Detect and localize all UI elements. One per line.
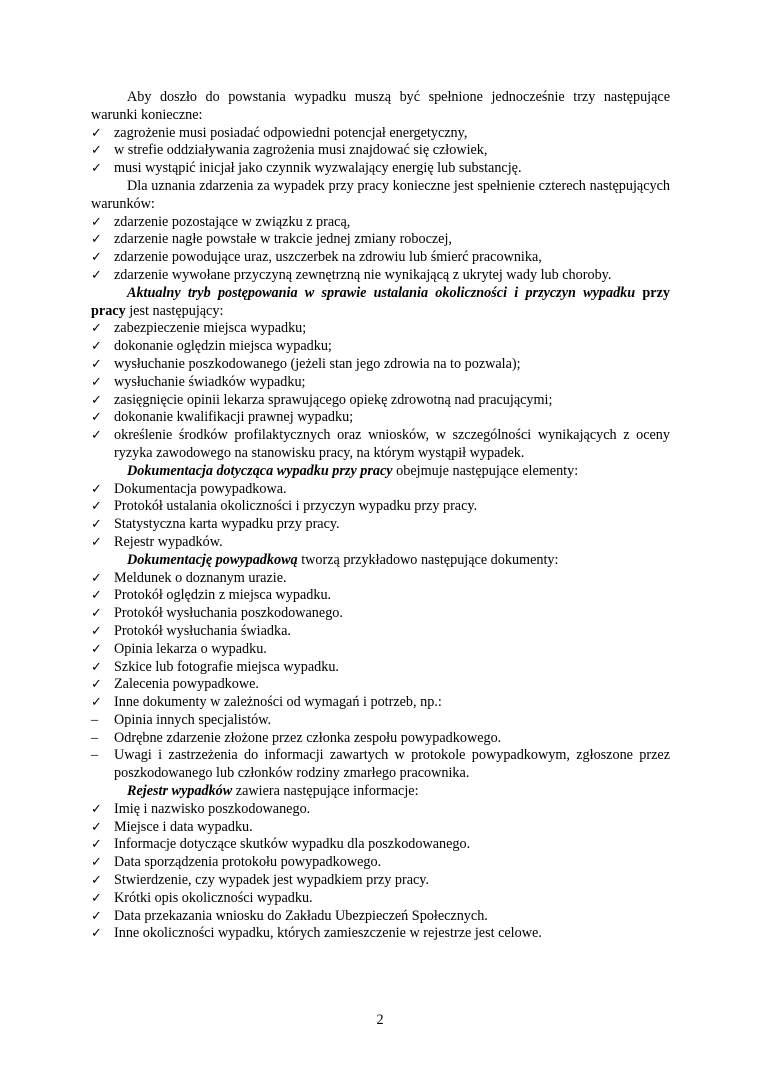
list-item: ✓ Inne okoliczności wypadku, których zamieszczenie w rejestrze jest celowe. (91, 925, 542, 942)
list-item: ✓ musi wystąpić inicjał jako czynnik wyzwalający energię lub substancję. (91, 160, 522, 177)
uznanie-paragraph: Dla uznania zdarzenia za wypadek przy pracy konieczne jest spełnienie czterech następujących warunków: (91, 177, 670, 212)
list-item: ✓ Protokół wysłuchania świadka. (91, 622, 291, 639)
checkmark-icon: ✓ (91, 837, 102, 853)
checkmark-icon: ✓ (91, 267, 102, 283)
dokumentacja-heading: Dokumentacja dotycząca wypadku przy pracy (127, 462, 393, 479)
checkmark-icon: ✓ (91, 819, 102, 835)
list-item: ✓ Informacje dotyczące skutków wypadku dla poszkodowanego. (91, 836, 471, 853)
rejestr-heading: Rejestr wypadków (127, 783, 233, 800)
list-item: ✓ zagrożenie musi posiadać odpowiedni potencjał energetyczny, (91, 124, 468, 141)
list-item: ✓ Imię i nazwisko poszkodowanego. (91, 800, 311, 817)
checkmark-icon: ✓ (91, 659, 102, 675)
checkmark-icon: ✓ (91, 214, 102, 230)
tryb-tail: jest następujący: (125, 302, 224, 319)
list-item: ✓ zdarzenie wywołane przyczyną zewnętrzną nie wynikającą z ukrytej wady lub choroby. (91, 266, 612, 283)
checkmark-icon: ✓ (91, 677, 102, 693)
dokumentacja-tail: obejmuje następujące elementy: (392, 462, 579, 479)
list-subitem: – Opinia innych specjalistów. (91, 711, 272, 728)
checkmark-icon: ✓ (91, 392, 102, 408)
list-item: ✓ wysłuchanie świadków wypadku; (91, 373, 306, 390)
list-item: ✓ Szkice lub fotografie miejsca wypadku. (91, 658, 339, 675)
checkmark-icon: ✓ (91, 570, 102, 586)
checkmark-icon: ✓ (91, 606, 102, 622)
dash-icon: – (91, 747, 99, 764)
list-item: ✓ w strefie oddziaływania zagrożenia musi znajdować się człowiek, (91, 142, 488, 159)
list-item: ✓ Protokół ustalania okoliczności i przyczyn wypadku przy pracy. (91, 498, 478, 515)
checkmark-icon: ✓ (91, 926, 102, 942)
list-item: ✓ wysłuchanie poszkodowanego (jeżeli stan jego zdrowia na to pozwala); (91, 355, 521, 372)
list-item: ✓ zdarzenie powodujące uraz, uszczerbek na zdrowiu lub śmierć pracownika, (91, 249, 542, 266)
document-body (91, 89, 670, 943)
rejestr-tail: zawiera następujące informacje: (232, 783, 419, 800)
list-item: ✓ Dokumentacja powypadkowa. (91, 480, 287, 497)
page-number: 2 (376, 1012, 384, 1028)
powypadkowa-paragraph (91, 552, 670, 570)
list-item: ✓ Stwierdzenie, czy wypadek jest wypadkiem przy pracy. (91, 872, 430, 889)
list-item: ✓ Inne dokumenty w zależności od wymagań i potrzeb, np.: (91, 694, 442, 711)
tryb-heading-bold: przy pracy (91, 284, 671, 319)
checkmark-icon: ✓ (91, 410, 102, 426)
checkmark-icon: ✓ (91, 356, 102, 372)
list-item: ✓ Data sporządzenia protokołu powypadkowego. (91, 854, 382, 871)
list-item: ✓ Miejsce i data wypadku. (91, 818, 253, 835)
checkmark-icon: ✓ (91, 534, 102, 550)
checkmark-icon: ✓ (91, 125, 102, 141)
list-item: ✓ Rejestr wypadków. (91, 533, 223, 550)
checkmark-icon: ✓ (91, 641, 102, 657)
list-item: ✓ Statystyczna karta wypadku przy pracy. (91, 516, 340, 533)
list-item: ✓ zdarzenie pozostające w związku z pracą, (91, 213, 351, 230)
dokumentacja-paragraph (91, 463, 670, 481)
list-item: ✓ Krótki opis okoliczności wypadku. (91, 889, 313, 906)
checkmark-icon: ✓ (91, 855, 102, 871)
checkmark-icon: ✓ (91, 481, 102, 497)
checkmark-icon: ✓ (91, 339, 102, 355)
list-item: ✓ Data przekazania wniosku do Zakładu Ubezpieczeń Społecznych. (91, 907, 488, 924)
intro-paragraph: Aby doszło do powstania wypadku muszą być spełnione jednocześnie trzy następujące warunki konieczne: (91, 89, 670, 123)
dash-icon: – (91, 729, 99, 746)
list-item: ✓ zdarzenie nagłe powstałe w trakcie jednej zmiany roboczej, (91, 231, 452, 248)
checkmark-icon: ✓ (91, 517, 102, 533)
checkmark-icon: ✓ (91, 695, 102, 711)
checkmark-icon: ✓ (91, 250, 102, 266)
checkmark-icon: ✓ (91, 623, 102, 639)
list-item: ✓ Protokół wysłuchania poszkodowanego. (91, 605, 343, 622)
powypadkowa-tail: tworzą przykładowo następujące dokumenty: (297, 551, 559, 568)
checkmark-icon: ✓ (91, 873, 102, 889)
checkmark-icon: ✓ (91, 890, 102, 906)
list-item: ✓ dokonanie oględzin miejsca wypadku; (91, 338, 332, 355)
dash-icon: – (91, 711, 99, 728)
list-subitem: – Uwagi i zastrzeżenia do informacji zawartych w protokole powypadkowym, zgłoszone przez poszkodowanego lub członków rodziny zmarłego pracownika. (91, 747, 670, 782)
checkmark-icon: ✓ (91, 428, 102, 444)
checkmark-icon: ✓ (91, 801, 102, 817)
checkmark-icon: ✓ (91, 321, 102, 337)
checkmark-icon: ✓ (91, 143, 102, 159)
list-item: ✓ Zalecenia powypadkowe. (91, 676, 259, 693)
list-item: ✓ Protokół oględzin z miejsca wypadku. (91, 587, 332, 604)
tryb-heading: Aktualny tryb postępowania w sprawie ustalania okoliczności i przyczyn wypadku (127, 284, 636, 301)
checkmark-icon: ✓ (91, 161, 102, 177)
rejestr-paragraph (91, 783, 670, 801)
list-subitem: – Odrębne zdarzenie złożone przez członka zespołu powypadkowego. (91, 729, 502, 746)
list-item: ✓ zabezpieczenie miejsca wypadku; (91, 320, 307, 337)
list-item: ✓ Opinia lekarza o wypadku. (91, 640, 267, 657)
list-item: ✓ dokonanie kwalifikacji prawnej wypadku; (91, 409, 354, 426)
checkmark-icon: ✓ (91, 588, 102, 604)
list-item: ✓ określenie środków profilaktycznych oraz wniosków, w szczególności wynikających z oceny ryzyka zawodowego na stanowisku pracy, na którym wystąpił wypadek. (91, 427, 670, 461)
tryb-paragraph (91, 285, 670, 321)
checkmark-icon: ✓ (91, 499, 102, 515)
list-item: ✓ zasięgnięcie opinii lekarza sprawującego opiekę zdrowotną nad pracującymi; (91, 391, 553, 408)
powypadkowa-heading: Dokumentację powypadkową (127, 551, 298, 568)
checkmark-icon: ✓ (91, 908, 102, 924)
checkmark-icon: ✓ (91, 232, 102, 248)
checkmark-icon: ✓ (91, 374, 102, 390)
list-item: ✓ Meldunek o doznanym urazie. (91, 569, 287, 586)
